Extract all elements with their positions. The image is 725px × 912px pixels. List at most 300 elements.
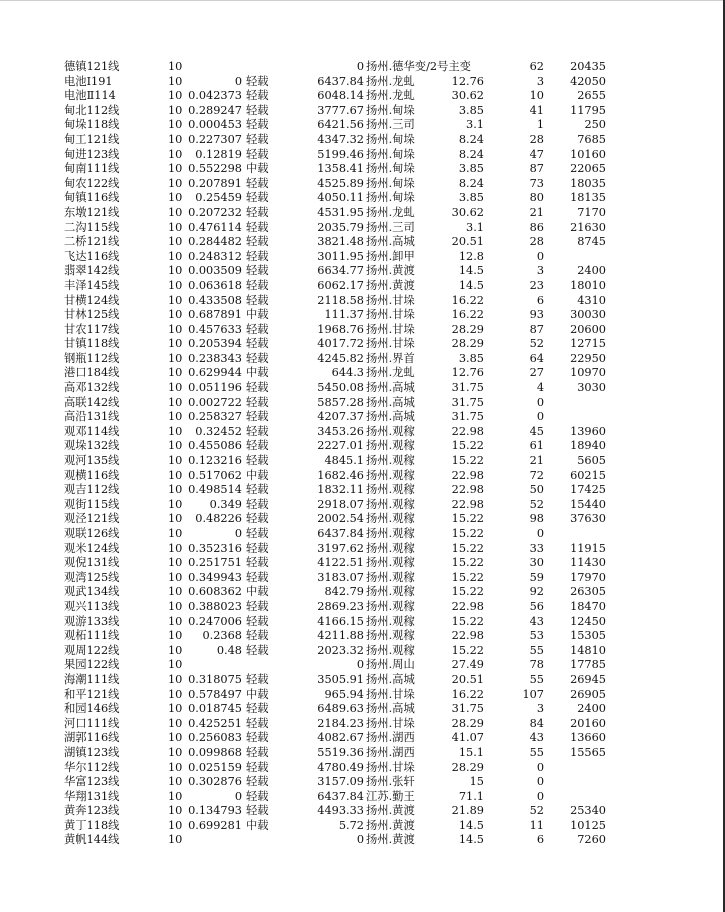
load-type-cell: 轻载 — [246, 512, 269, 526]
user-capacity-cell: 14810 — [570, 643, 606, 657]
capacity-cell: 6437.84 — [317, 789, 364, 803]
table-row — [64, 133, 624, 148]
distance-cell: 14.5 — [458, 818, 484, 832]
substation-cell: 扬州.张轩 — [366, 775, 415, 789]
capacity-cell: 5.72 — [338, 818, 364, 832]
load-type-cell: 轻载 — [246, 599, 269, 613]
load-type-cell: 轻载 — [246, 278, 269, 292]
distance-cell: 22.98 — [451, 468, 484, 482]
line-name-cell: 湖镇123线 — [64, 745, 120, 759]
user-capacity-cell: 10125 — [570, 818, 606, 832]
voltage-cell: 10 — [168, 220, 183, 234]
voltage-cell: 10 — [168, 731, 183, 745]
substation-cell: 扬州.黄渡 — [366, 264, 415, 278]
substation-cell: 扬州.甘垛 — [366, 308, 415, 322]
voltage-cell: 10 — [168, 483, 183, 497]
user-capacity-cell: 11915 — [570, 541, 606, 555]
load-type-cell: 轻载 — [246, 702, 269, 716]
count-cell: 61 — [529, 439, 544, 453]
load-rate-cell: 0.517062 — [188, 468, 242, 482]
load-type-cell: 中载 — [246, 366, 269, 380]
substation-cell: 扬州.龙虬 — [366, 366, 415, 380]
voltage-cell: 10 — [168, 205, 183, 219]
capacity-cell: 5199.46 — [317, 147, 364, 161]
line-name-cell: 甘农117线 — [64, 322, 120, 336]
line-name-cell: 黄奔123线 — [64, 804, 120, 818]
load-rate-cell: 0.251751 — [188, 556, 242, 570]
capacity-cell: 1968.76 — [317, 322, 364, 336]
line-name-cell: 河口111线 — [64, 716, 120, 730]
user-capacity-cell: 15440 — [570, 497, 606, 511]
load-rate-cell: 0.025159 — [188, 760, 242, 774]
user-capacity-cell: 17785 — [570, 658, 606, 672]
distance-cell: 8.24 — [458, 132, 484, 146]
capacity-cell: 111.37 — [324, 308, 364, 322]
distance-cell: 15.22 — [451, 643, 484, 657]
line-name-cell: 和园146线 — [64, 702, 120, 716]
voltage-cell: 10 — [168, 60, 183, 73]
distance-cell: 16.22 — [451, 687, 484, 701]
voltage-cell: 10 — [168, 672, 183, 686]
user-capacity-cell: 20600 — [570, 322, 606, 336]
count-cell: 0 — [536, 527, 544, 540]
user-capacity-cell: 11430 — [570, 556, 606, 570]
capacity-cell: 4017.72 — [317, 337, 364, 351]
count-cell: 55 — [529, 745, 544, 759]
load-rate-cell: 0.12819 — [195, 147, 242, 161]
distance-cell: 12.76 — [451, 366, 484, 380]
table-row — [64, 323, 624, 338]
load-rate-cell: 0.247006 — [188, 614, 242, 628]
capacity-cell: 1682.46 — [317, 468, 364, 482]
line-name-cell: 电池Ⅰ191 — [64, 74, 113, 88]
substation-cell: 扬州.观稼 — [366, 483, 415, 497]
table-row — [64, 279, 624, 294]
load-type-cell: 中载 — [246, 818, 269, 832]
voltage-cell: 10 — [168, 702, 183, 716]
count-cell: 6 — [536, 833, 544, 847]
line-name-cell: 观湾125线 — [64, 570, 120, 584]
load-type-cell: 轻载 — [246, 454, 269, 468]
table-row — [64, 775, 624, 790]
line-name-cell: 二桥121线 — [64, 235, 120, 249]
table-row — [64, 454, 624, 469]
load-rate-cell: 0.349943 — [188, 570, 242, 584]
substation-cell: 扬州.甘垛 — [366, 687, 415, 701]
user-capacity-cell: 2400 — [577, 264, 606, 278]
table-row — [64, 425, 624, 440]
load-rate-cell: 0.063618 — [188, 278, 242, 292]
count-cell: 6 — [536, 293, 544, 307]
table-row — [64, 746, 624, 761]
substation-cell: 扬州.龙虬 — [366, 205, 415, 219]
voltage-cell: 10 — [168, 439, 183, 453]
voltage-cell: 10 — [168, 191, 183, 205]
line-name-cell: 高沿131线 — [64, 410, 120, 424]
load-rate-cell: 0.425251 — [188, 716, 242, 730]
capacity-cell: 1358.41 — [317, 162, 364, 176]
line-name-cell: 港口184线 — [64, 366, 120, 380]
distance-cell: 15.22 — [451, 585, 484, 599]
load-rate-cell: 0.318075 — [188, 672, 242, 686]
distance-cell: 3.85 — [458, 351, 484, 365]
distance-cell: 22.98 — [451, 599, 484, 613]
count-cell: 33 — [529, 541, 544, 555]
load-type-cell: 轻载 — [246, 381, 269, 395]
load-type-cell: 轻载 — [246, 716, 269, 730]
load-rate-cell: 0.018745 — [188, 702, 242, 716]
distance-cell: 30.62 — [451, 89, 484, 103]
load-rate-cell: 0.042373 — [188, 89, 242, 103]
load-type-cell: 轻载 — [246, 293, 269, 307]
table-row — [64, 688, 624, 703]
voltage-cell: 10 — [168, 658, 183, 672]
voltage-cell: 10 — [168, 278, 183, 292]
table-row — [64, 600, 624, 615]
load-type-cell: 轻载 — [246, 74, 269, 88]
line-name-cell: 海潮111线 — [64, 672, 120, 686]
load-type-cell: 轻载 — [246, 629, 269, 643]
table-row — [64, 717, 624, 732]
substation-cell: 扬州.观稼 — [366, 424, 415, 438]
capacity-cell: 1832.11 — [317, 483, 364, 497]
capacity-cell: 4166.15 — [317, 614, 364, 628]
distance-cell: 15.22 — [451, 570, 484, 584]
substation-cell: 扬州.高城 — [366, 381, 415, 395]
load-rate-cell: 0.051196 — [188, 381, 242, 395]
table-row — [64, 498, 624, 513]
distance-cell: 20.51 — [451, 235, 484, 249]
count-cell: 10 — [529, 89, 544, 103]
distance-cell: 8.24 — [458, 176, 484, 190]
load-rate-cell: 0.123216 — [188, 454, 242, 468]
voltage-cell: 10 — [168, 556, 183, 570]
voltage-cell: 10 — [168, 643, 183, 657]
voltage-cell: 10 — [168, 264, 183, 278]
count-cell: 55 — [529, 643, 544, 657]
substation-cell: 扬州.湖西 — [366, 745, 415, 759]
load-type-cell: 轻载 — [246, 147, 269, 161]
count-cell: 21 — [529, 205, 544, 219]
user-capacity-cell: 18010 — [570, 278, 606, 292]
table-row — [64, 89, 624, 104]
distance-cell: 15.22 — [451, 556, 484, 570]
line-name-cell: 甸南111线 — [64, 162, 120, 176]
user-capacity-cell: 3030 — [577, 381, 606, 395]
load-rate-cell: 0.207891 — [188, 176, 242, 190]
table-row — [64, 294, 624, 309]
page-top-border — [0, 0, 725, 1]
distance-cell: 14.5 — [458, 278, 484, 292]
substation-cell: 扬州.黄渡 — [366, 818, 415, 832]
substation-cell: 扬州.观稼 — [366, 439, 415, 453]
load-type-cell: 轻载 — [246, 132, 269, 146]
load-type-cell: 轻载 — [246, 176, 269, 190]
distance-cell: 28.29 — [451, 716, 484, 730]
load-type-cell: 轻载 — [246, 205, 269, 219]
distance-cell: 22.98 — [451, 424, 484, 438]
distance-cell: 31.75 — [451, 702, 484, 716]
voltage-cell: 10 — [168, 337, 183, 351]
line-name-cell: 甸镇116线 — [64, 191, 120, 205]
table-row — [64, 804, 624, 819]
substation-cell: 扬州.黄渡 — [366, 278, 415, 292]
load-type-cell: 轻载 — [246, 497, 269, 511]
capacity-cell: 4082.67 — [317, 731, 364, 745]
user-capacity-cell: 21630 — [570, 220, 606, 234]
line-name-cell: 观联126线 — [64, 527, 120, 540]
load-rate-cell: 0.205394 — [188, 337, 242, 351]
substation-cell: 扬州.龙虬 — [366, 74, 415, 88]
substation-cell: 扬州.观稼 — [366, 570, 415, 584]
distance-cell: 22.98 — [451, 497, 484, 511]
load-rate-cell: 0.207232 — [188, 205, 242, 219]
distance-cell: 12.8 — [458, 249, 484, 263]
distance-cell: 15.22 — [451, 614, 484, 628]
voltage-cell: 10 — [168, 570, 183, 584]
voltage-cell: 10 — [168, 395, 183, 409]
capacity-cell: 4493.33 — [317, 804, 364, 818]
line-name-cell: 观邓114线 — [64, 424, 120, 438]
voltage-cell: 10 — [168, 716, 183, 730]
count-cell: 80 — [529, 191, 544, 205]
load-type-cell: 轻载 — [246, 527, 269, 540]
line-name-cell: 观垛132线 — [64, 439, 120, 453]
distance-cell: 20.51 — [451, 672, 484, 686]
table-row — [64, 337, 624, 352]
voltage-cell: 10 — [168, 629, 183, 643]
line-name-cell: 高邓132线 — [64, 381, 120, 395]
table-row — [64, 250, 624, 265]
table-row — [64, 308, 624, 323]
count-cell: 72 — [529, 468, 544, 482]
voltage-cell: 10 — [168, 789, 183, 803]
load-type-cell: 轻载 — [246, 614, 269, 628]
capacity-cell: 6437.84 — [317, 74, 364, 88]
load-rate-cell: 0.476114 — [188, 220, 242, 234]
count-cell: 23 — [529, 278, 544, 292]
capacity-cell: 4525.89 — [317, 176, 364, 190]
table-row — [64, 352, 624, 367]
voltage-cell: 10 — [168, 424, 183, 438]
substation-cell: 扬州.甸垛 — [366, 132, 415, 146]
load-type-cell: 轻载 — [246, 643, 269, 657]
voltage-cell: 10 — [168, 687, 183, 701]
count-cell: 45 — [529, 424, 544, 438]
load-type-cell: 轻载 — [246, 541, 269, 555]
count-cell: 1 — [536, 118, 544, 132]
user-capacity-cell: 18940 — [570, 439, 606, 453]
count-cell: 53 — [529, 629, 544, 643]
capacity-cell: 4531.95 — [317, 205, 364, 219]
user-capacity-cell: 2655 — [577, 89, 606, 103]
capacity-cell: 3821.48 — [317, 235, 364, 249]
voltage-cell: 10 — [168, 132, 183, 146]
load-rate-cell: 0.48226 — [195, 512, 242, 526]
load-rate-cell: 0 — [234, 789, 242, 803]
table-row — [64, 191, 624, 206]
line-name-cell: 电池Ⅱ114 — [64, 89, 116, 103]
distance-cell: 31.75 — [451, 395, 484, 409]
count-cell: 0 — [536, 775, 544, 789]
line-name-cell: 观米124线 — [64, 541, 120, 555]
substation-cell: 扬州.观稼 — [366, 512, 415, 526]
user-capacity-cell: 20435 — [570, 60, 606, 73]
capacity-cell: 2035.79 — [317, 220, 364, 234]
capacity-cell: 3011.95 — [317, 249, 364, 263]
load-rate-cell: 0.258327 — [188, 410, 242, 424]
voltage-cell: 10 — [168, 235, 183, 249]
user-capacity-cell: 7260 — [577, 833, 606, 847]
capacity-cell: 5857.28 — [317, 395, 364, 409]
load-type-cell: 轻载 — [246, 118, 269, 132]
capacity-cell: 3197.62 — [317, 541, 364, 555]
capacity-cell: 0 — [356, 833, 364, 847]
distance-cell: 3.1 — [466, 220, 484, 234]
capacity-cell: 965.94 — [324, 687, 364, 701]
voltage-cell: 10 — [168, 454, 183, 468]
line-name-cell: 和平121线 — [64, 687, 120, 701]
line-name-cell: 观游133线 — [64, 614, 120, 628]
voltage-cell: 10 — [168, 89, 183, 103]
line-name-cell: 甘横124线 — [64, 293, 120, 307]
line-name-cell: 观泾121线 — [64, 512, 120, 526]
distance-cell: 31.75 — [451, 410, 484, 424]
capacity-cell: 3183.07 — [317, 570, 364, 584]
substation-cell: 扬州.甘垛 — [366, 337, 415, 351]
distance-cell: 15.22 — [451, 527, 484, 540]
user-capacity-cell: 60215 — [570, 468, 606, 482]
count-cell: 43 — [529, 731, 544, 745]
line-name-cell: 华翔131线 — [64, 789, 120, 803]
count-cell: 0 — [536, 760, 544, 774]
voltage-cell: 10 — [168, 381, 183, 395]
line-name-cell: 甘林125线 — [64, 308, 120, 322]
table-row — [64, 556, 624, 571]
line-name-cell: 德镇121线 — [64, 60, 120, 73]
load-rate-cell: 0.302876 — [188, 775, 242, 789]
voltage-cell: 10 — [168, 308, 183, 322]
user-capacity-cell: 15565 — [570, 745, 606, 759]
count-cell: 4 — [536, 381, 544, 395]
substation-cell: 江苏.勤王 — [366, 789, 415, 803]
user-capacity-cell: 10970 — [570, 366, 606, 380]
substation-cell: 扬州.高城 — [366, 672, 415, 686]
count-cell: 86 — [529, 220, 544, 234]
substation-cell: 扬州.观稼 — [366, 585, 415, 599]
substation-cell: 扬州.龙虬 — [366, 89, 415, 103]
table-row — [64, 629, 624, 644]
user-capacity-cell: 25340 — [570, 804, 606, 818]
capacity-cell: 3505.91 — [317, 672, 364, 686]
table-row — [64, 148, 624, 163]
substation-cell: 扬州.三司 — [366, 118, 415, 132]
load-type-cell: 轻载 — [246, 191, 269, 205]
table-row — [64, 615, 624, 630]
capacity-cell: 4211.88 — [317, 629, 364, 643]
capacity-cell: 4207.37 — [317, 410, 364, 424]
table-row — [64, 761, 624, 776]
capacity-cell: 6062.17 — [317, 278, 364, 292]
substation-cell: 扬州.高城 — [366, 395, 415, 409]
capacity-cell: 4122.51 — [317, 556, 364, 570]
capacity-cell: 6437.84 — [317, 527, 364, 540]
user-capacity-cell: 7685 — [577, 132, 606, 146]
voltage-cell: 10 — [168, 614, 183, 628]
substation-cell: 扬州.甸垛 — [366, 147, 415, 161]
voltage-cell: 10 — [168, 497, 183, 511]
count-cell: 3 — [536, 702, 544, 716]
line-name-cell: 甸垛118线 — [64, 118, 120, 132]
line-name-cell: 翡翠142线 — [64, 264, 120, 278]
load-rate-cell: 0.002722 — [188, 395, 242, 409]
load-type-cell: 轻载 — [246, 556, 269, 570]
substation-cell: 扬州.观稼 — [366, 527, 415, 540]
table-row — [64, 833, 624, 848]
count-cell: 3 — [536, 264, 544, 278]
load-rate-cell: 0.352316 — [188, 541, 242, 555]
load-rate-cell: 0.248312 — [188, 249, 242, 263]
line-name-cell: 黄丁118线 — [64, 818, 120, 832]
voltage-cell: 10 — [168, 745, 183, 759]
load-type-cell: 中载 — [246, 308, 269, 322]
line-name-cell: 观街115线 — [64, 497, 120, 511]
distance-cell: 28.29 — [451, 760, 484, 774]
substation-cell: 扬州.观稼 — [366, 599, 415, 613]
user-capacity-cell: 26305 — [570, 585, 606, 599]
count-cell: 73 — [529, 176, 544, 190]
count-cell: 87 — [529, 322, 544, 336]
count-cell: 41 — [529, 103, 544, 117]
capacity-cell: 5519.36 — [317, 745, 364, 759]
substation-cell: 扬州.观稼 — [366, 468, 415, 482]
line-name-cell: 甸农122线 — [64, 176, 120, 190]
table-row — [64, 731, 624, 746]
user-capacity-cell: 26905 — [570, 687, 606, 701]
substation-cell: 扬州.观稼 — [366, 497, 415, 511]
voltage-cell: 10 — [168, 512, 183, 526]
user-capacity-cell: 18470 — [570, 599, 606, 613]
user-capacity-cell: 11795 — [570, 103, 606, 117]
distance-cell: 15.22 — [451, 439, 484, 453]
user-capacity-cell: 10160 — [570, 147, 606, 161]
table-row — [64, 381, 624, 396]
table-row — [64, 658, 624, 673]
line-name-cell: 果园122线 — [64, 658, 120, 672]
voltage-cell: 10 — [168, 468, 183, 482]
table-row — [64, 673, 624, 688]
substation-cell: 扬州.三司 — [366, 220, 415, 234]
voltage-cell: 10 — [168, 804, 183, 818]
substation-cell: 扬州.甘垛 — [366, 716, 415, 730]
user-capacity-cell: 250 — [584, 118, 606, 132]
table-row — [64, 483, 624, 498]
distance-cell: 28.29 — [451, 322, 484, 336]
line-name-cell: 甘镇118线 — [64, 337, 120, 351]
line-name-cell: 华尔112线 — [64, 760, 120, 774]
capacity-cell: 6489.63 — [317, 702, 364, 716]
voltage-cell: 10 — [168, 541, 183, 555]
voltage-cell: 10 — [168, 162, 183, 176]
load-type-cell: 轻载 — [246, 395, 269, 409]
user-capacity-cell: 17425 — [570, 483, 606, 497]
user-capacity-cell: 13960 — [570, 424, 606, 438]
load-type-cell: 轻载 — [246, 439, 269, 453]
user-capacity-cell: 13660 — [570, 731, 606, 745]
load-type-cell: 轻载 — [246, 804, 269, 818]
load-rate-cell: 0.48 — [216, 643, 242, 657]
table-row — [64, 221, 624, 236]
